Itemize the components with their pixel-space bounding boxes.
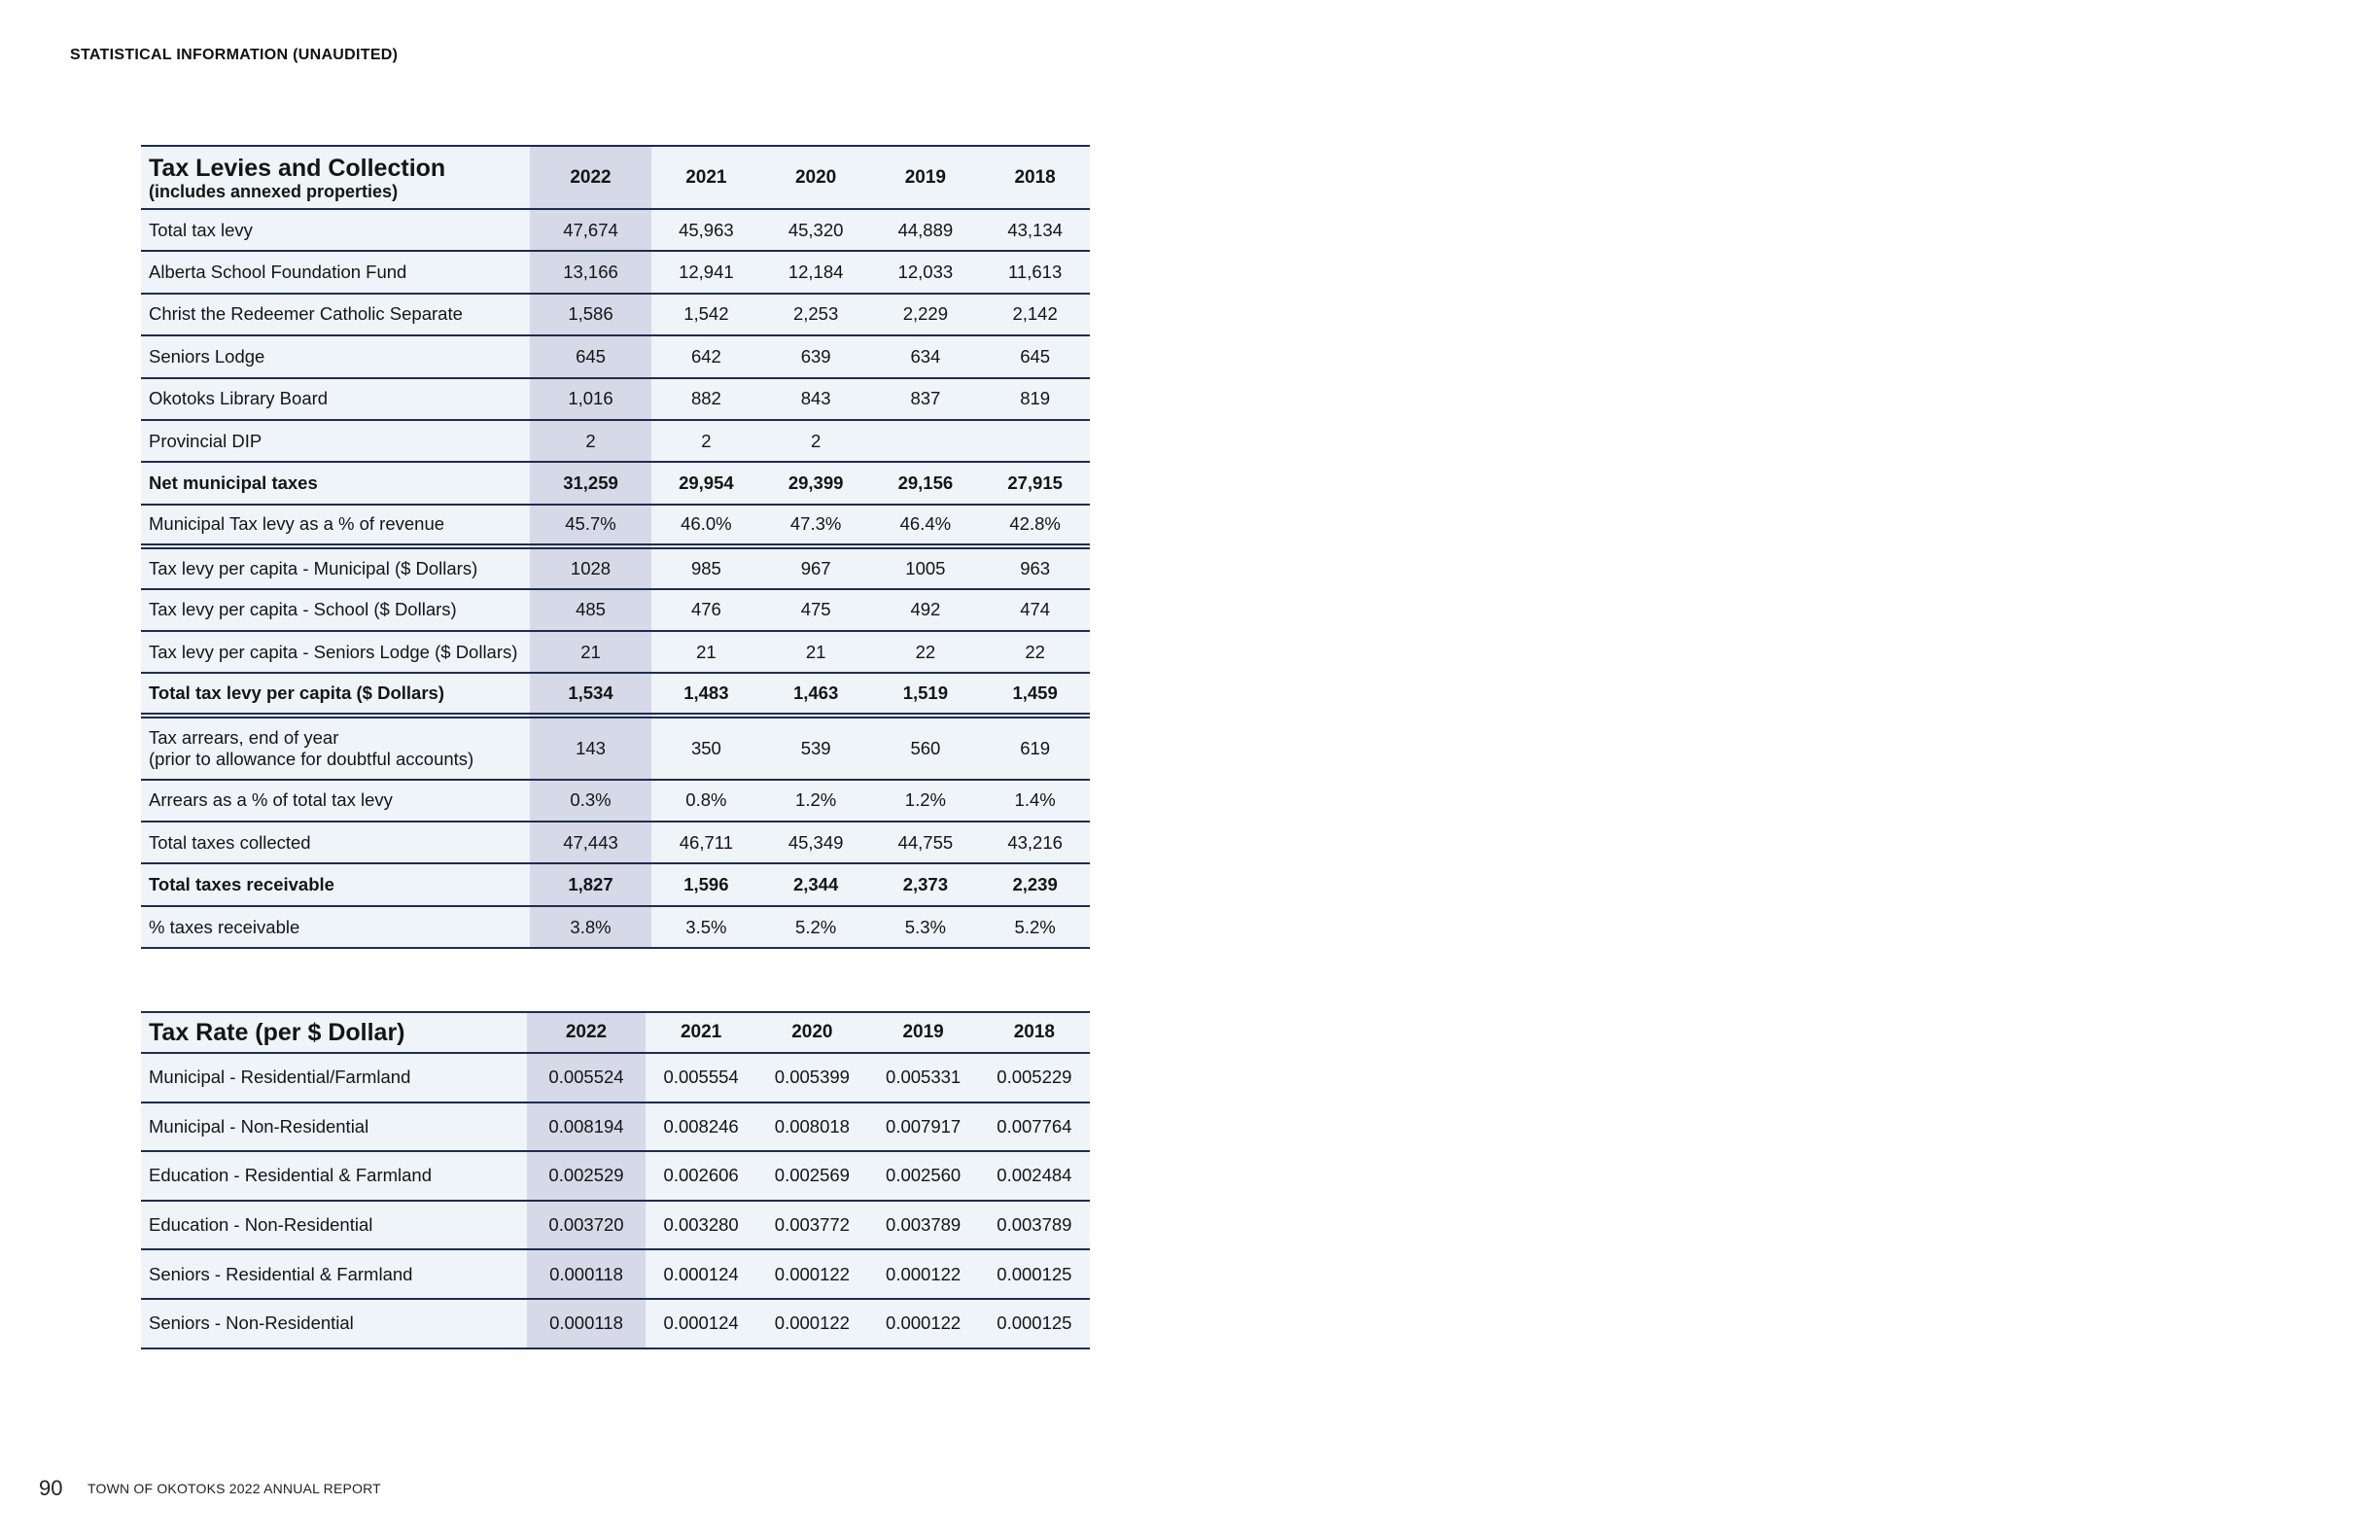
row-label-text: Tax levy per capita - Seniors Lodge ($ Dollars) (149, 641, 518, 662)
value-cell: 143 (530, 716, 651, 780)
value-cell: 2 (530, 420, 651, 462)
row-label-text: Alberta School Foundation Fund (149, 262, 407, 283)
table-row (141, 1053, 1090, 1102)
value-cell: 0.005554 (663, 1067, 739, 1088)
value-cell: 967 (800, 557, 831, 578)
table-row (141, 1151, 1090, 1201)
value-cell: 0.003789 (886, 1214, 962, 1236)
value-cell: 2 (810, 430, 822, 451)
row-label (141, 1201, 527, 1250)
value-cell: 539 (800, 737, 831, 758)
row-label (141, 294, 530, 335)
row-label (141, 716, 530, 780)
value-cell: 29,954 (679, 472, 734, 494)
value-cell: 985 (690, 557, 721, 578)
row-label-text: Municipal Tax levy as a % of revenue (149, 513, 445, 535)
table-row (141, 822, 1090, 863)
value-cell: 0.003280 (663, 1214, 739, 1236)
value-cell: 0.000124 (663, 1263, 739, 1284)
value-cell: 0.003720 (527, 1201, 646, 1250)
value-cell: 29,156 (897, 472, 954, 494)
report-title: TOWN OF OKOTOKS 2022 ANNUAL REPORT (88, 1481, 381, 1496)
table-row (141, 505, 1090, 546)
row-label-text: Education - Residential & Farmland (149, 1165, 433, 1186)
value-cell: 46,711 (679, 831, 733, 853)
value-cell: 0.003772 (774, 1214, 850, 1236)
row-label (141, 1299, 527, 1348)
row-label-text: Municipal - Non-Residential (149, 1115, 369, 1137)
row-label (141, 1151, 527, 1201)
row-label-text: Tax levy per capita - School ($ Dollars) (149, 599, 457, 620)
value-cell: 0.000118 (527, 1249, 646, 1299)
row-label (141, 780, 530, 822)
value-cell: 11,613 (1008, 262, 1063, 283)
value-cell: 0.8% (685, 789, 727, 811)
value-cell: 560 (910, 737, 941, 758)
table-row (141, 716, 1090, 780)
year-header: 2018 (1013, 1022, 1056, 1042)
value-cell: 0.000124 (663, 1312, 739, 1334)
row-label (141, 1053, 527, 1102)
value-cell: 13,166 (530, 251, 651, 293)
row-label (141, 863, 530, 905)
value-cell: 1,542 (683, 303, 729, 325)
value-cell: 0.002569 (774, 1165, 850, 1186)
row-label-text: Total tax levy per capita ($ Dollars) (149, 682, 444, 703)
value-cell: 1,016 (530, 378, 651, 420)
row-label (141, 335, 530, 377)
value-cell: 492 (910, 599, 941, 620)
value-cell: 0.000125 (997, 1312, 1072, 1334)
value-cell: 21 (530, 631, 651, 673)
value-cell: 1028 (530, 546, 651, 588)
row-label (141, 462, 530, 504)
row-label (141, 1102, 527, 1152)
value-cell: 1,519 (902, 682, 949, 703)
year-header: 2019 (904, 166, 947, 188)
row-label (141, 822, 530, 863)
value-cell: 2 (701, 430, 712, 451)
value-cell: 1,586 (530, 294, 651, 335)
value-cell: 0.007917 (886, 1115, 962, 1137)
value-cell: 1.2% (795, 789, 837, 811)
table-row (141, 631, 1090, 673)
value-cell: 44,889 (897, 219, 954, 240)
value-cell: 0.002484 (997, 1165, 1072, 1186)
table-row (141, 1299, 1090, 1348)
value-cell: 2,373 (902, 874, 949, 895)
row-label-text: Christ the Redeemer Catholic Separate (149, 303, 463, 325)
row-label-text: % taxes receivable (149, 916, 300, 937)
value-cell: 634 (910, 345, 941, 367)
value-cell: 0.000122 (886, 1312, 962, 1334)
row-label-text: Arrears as a % of total tax levy (149, 789, 393, 811)
value-cell: 0.000122 (774, 1263, 850, 1284)
row-label-text: Education - Non-Residential (149, 1214, 373, 1236)
value-cell: 0.005399 (774, 1067, 850, 1088)
table-row (141, 378, 1090, 420)
year-header: 2020 (794, 166, 837, 188)
table-header-row (141, 146, 1090, 209)
year-header: 2020 (791, 1022, 833, 1042)
table-row (141, 589, 1090, 631)
table-row (141, 906, 1090, 948)
value-cell: 45.7% (530, 505, 651, 546)
value-cell: 12,033 (897, 262, 954, 283)
value-cell: 1.2% (904, 789, 946, 811)
table-row (141, 1249, 1090, 1299)
value-cell: 475 (800, 599, 831, 620)
value-cell: 3.8% (530, 906, 651, 948)
row-label-text: Net municipal taxes (149, 472, 318, 494)
year-header: 2021 (685, 166, 727, 188)
value-cell: 639 (800, 345, 831, 367)
value-cell: 2,142 (1012, 303, 1058, 325)
table-row (141, 1102, 1090, 1152)
value-cell (980, 420, 1090, 462)
row-label-text: Tax levy per capita - Municipal ($ Dollars) (149, 557, 478, 578)
value-cell: 1.4% (1014, 789, 1056, 811)
row-label (141, 420, 530, 462)
table-row (141, 863, 1090, 905)
value-cell: 22 (915, 641, 936, 662)
row-label-text: Total taxes collected (149, 831, 311, 853)
table-header-row (141, 1012, 1090, 1053)
row-label-text: Municipal - Residential/Farmland (149, 1067, 411, 1088)
value-cell: 1,534 (530, 673, 651, 715)
value-cell: 2,239 (1012, 874, 1058, 895)
row-label (141, 673, 530, 715)
value-cell: 46.4% (899, 513, 952, 535)
value-cell: 0.005229 (997, 1067, 1072, 1088)
value-cell: 882 (690, 388, 721, 409)
value-cell: 0.008018 (774, 1115, 850, 1137)
value-cell: 2,229 (902, 303, 949, 325)
value-cell: 45,963 (679, 219, 734, 240)
tax-rate-table (141, 1011, 1090, 1349)
value-cell: 29,399 (788, 472, 844, 494)
value-cell: 1,463 (792, 682, 839, 703)
value-cell: 21 (805, 641, 826, 662)
table-row (141, 1201, 1090, 1250)
row-label (141, 589, 530, 631)
value-cell: 0.002606 (663, 1165, 739, 1186)
value-cell: 46.0% (681, 513, 732, 535)
value-cell: 0.000122 (774, 1312, 850, 1334)
value-cell: 5.3% (904, 916, 946, 937)
table-title: Tax Levies and Collection (149, 154, 446, 182)
value-cell: 1,827 (530, 863, 651, 905)
value-cell: 21 (696, 641, 717, 662)
value-cell: 642 (690, 345, 721, 367)
value-cell: 476 (690, 599, 721, 620)
value-cell: 2,253 (792, 303, 839, 325)
value-cell: 837 (910, 388, 941, 409)
year-header: 2022 (530, 146, 651, 209)
value-cell: 843 (800, 388, 831, 409)
value-cell: 43,216 (1007, 831, 1063, 853)
table-row (141, 420, 1090, 462)
table-title-cell (141, 1012, 527, 1053)
value-cell: 0.005331 (886, 1067, 962, 1088)
year-header: 2019 (902, 1022, 944, 1042)
value-cell: 0.008194 (527, 1102, 646, 1152)
value-cell: 1,459 (1012, 682, 1058, 703)
value-cell: 0.002560 (886, 1165, 962, 1186)
tax-levies-table (141, 145, 1090, 949)
table-row (141, 251, 1090, 293)
value-cell: 2,344 (792, 874, 839, 895)
value-cell: 47.3% (789, 513, 842, 535)
value-cell: 645 (530, 335, 651, 377)
value-cell: 22 (1025, 641, 1045, 662)
value-cell: 619 (1020, 737, 1051, 758)
table-subtitle: (includes annexed properties) (149, 181, 399, 201)
row-label-text: Total taxes receivable (149, 874, 334, 895)
table-row (141, 673, 1090, 715)
value-cell: 12,184 (788, 262, 844, 283)
value-cell: 350 (690, 737, 721, 758)
value-cell: 43,134 (1007, 219, 1063, 240)
row-label-text: Okotoks Library Board (149, 388, 329, 409)
year-header: 2021 (680, 1022, 722, 1042)
row-label (141, 251, 530, 293)
table-row (141, 294, 1090, 335)
table-row (141, 546, 1090, 588)
value-cell: 1,596 (683, 874, 729, 895)
value-cell: 0.008246 (663, 1115, 739, 1137)
year-header: 2018 (1014, 166, 1056, 188)
row-label-text: Total tax levy (149, 219, 253, 240)
row-label (141, 631, 530, 673)
value-cell: 819 (1020, 388, 1051, 409)
table-title: Tax Rate (per $ Dollar) (149, 1019, 405, 1046)
section-title: STATISTICAL INFORMATION (UNAUDITED) (70, 47, 399, 63)
row-label-note: (prior to allowance for doubtful accounts) (149, 748, 474, 769)
value-cell: 47,674 (530, 209, 651, 251)
row-label (141, 546, 530, 588)
value-cell: 485 (530, 589, 651, 631)
value-cell: 0.3% (530, 780, 651, 822)
row-label-text: Tax arrears, end of year (149, 726, 339, 748)
value-cell: 0.003789 (997, 1214, 1072, 1236)
value-cell: 1005 (905, 557, 946, 578)
row-label-text: Seniors Lodge (149, 345, 265, 367)
value-cell: 31,259 (530, 462, 651, 504)
table-title-cell (141, 146, 530, 209)
value-cell: 474 (1020, 599, 1051, 620)
value-cell: 1,483 (683, 682, 729, 703)
value-cell: 42.8% (1009, 513, 1061, 535)
row-label (141, 505, 530, 546)
row-label (141, 378, 530, 420)
value-cell (871, 420, 981, 462)
value-cell: 3.5% (685, 916, 727, 937)
row-label (141, 209, 530, 251)
value-cell: 12,941 (679, 262, 734, 283)
value-cell: 0.000122 (886, 1263, 962, 1284)
value-cell: 0.000118 (527, 1299, 646, 1348)
value-cell: 645 (1020, 345, 1051, 367)
year-header: 2022 (527, 1012, 646, 1053)
value-cell: 0.000125 (997, 1263, 1072, 1284)
table-row (141, 209, 1090, 251)
value-cell: 5.2% (1014, 916, 1056, 937)
row-label-text: Seniors - Residential & Farmland (149, 1263, 413, 1284)
value-cell: 5.2% (795, 916, 837, 937)
value-cell: 44,755 (897, 831, 954, 853)
table-row (141, 462, 1090, 504)
row-label-text: Seniors - Non-Residential (149, 1312, 354, 1334)
row-label (141, 906, 530, 948)
value-cell: 0.002529 (527, 1151, 646, 1201)
table-row (141, 780, 1090, 822)
table-row (141, 335, 1090, 377)
value-cell: 27,915 (1007, 472, 1063, 494)
value-cell: 0.005524 (527, 1053, 646, 1102)
page-number: 90 (39, 1476, 63, 1500)
value-cell: 963 (1020, 557, 1051, 578)
value-cell: 0.007764 (997, 1115, 1072, 1137)
value-cell: 47,443 (530, 822, 651, 863)
row-label-text: Provincial DIP (149, 430, 262, 451)
value-cell: 45,349 (788, 831, 844, 853)
row-label (141, 1249, 527, 1299)
value-cell: 45,320 (788, 219, 844, 240)
